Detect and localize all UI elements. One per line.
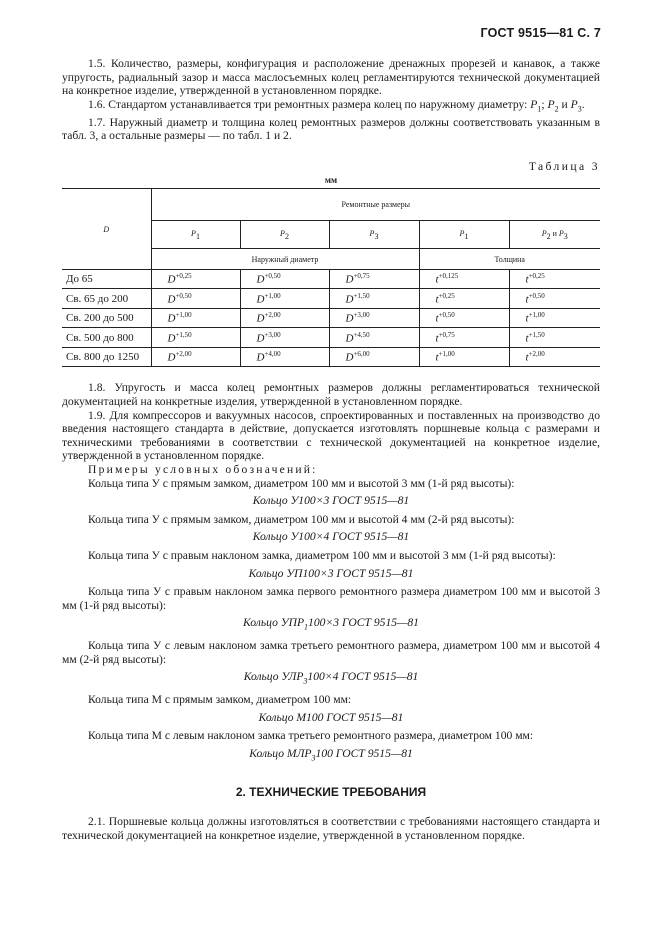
col-header-d: D [62,188,151,269]
table-row [62,308,600,328]
header-thickness: Толщина [419,248,600,269]
p2-subscript: 2 [554,104,559,114]
p1-subscript: 1 [537,104,542,114]
section-2-title: 2. ТЕХНИЧЕСКИЕ ТРЕБОВАНИЯ [235,784,427,799]
example-designation: Кольцо $УЛР_3100\times 4$ ГОСТ 9515—81 [243,670,419,686]
paragraph-1-8: 1.8. Упругость и масса колец ремонтных размеров должны регламентироваться технической документацией на конкретные изделия, утвержденной в установленном порядке. [62,381,600,408]
table-cell: $D^{+2,00}$ [240,308,329,328]
header-repair-sizes: Ремонтные размеры [151,188,600,220]
conjunction: и [558,97,571,111]
paragraph-2-1: 2.1. Поршневые кольца должны изготовляться в соответствии с требованиями настоящего стандарта и технической документацией на конкретное изделие, утвержденной в установленном порядке. [62,814,600,842]
row-label: Св. 500 до 800 [62,328,151,348]
table-cell: $D^{+0,75}$ [329,269,419,289]
table-cell: $t^{+0,25}$ [419,289,509,309]
p3-subscript: 3 [577,104,582,114]
p1-symbol: P [530,97,538,111]
table-row [62,347,600,367]
table-cell: $t^{+0,75}$ [419,328,509,348]
header-p1-thickness: $P_1$ [419,220,509,248]
example-text: Кольца типа У с прямым замком, диаметром 100 мм и высотой 4 мм (2-й ряд высоты): [88,512,515,526]
table-cell: $t^{+0,25}$ [509,269,600,289]
table-cell: $D^{+0,50}$ [151,289,240,309]
repair-sizes-table [62,188,600,368]
header-p1: $P_1$ [151,220,240,248]
header-p3: $P_3$ [329,220,419,248]
p2-symbol: P [547,97,555,111]
example-designation: Кольцо У100×3 ГОСТ 9515—81 [252,494,410,508]
table-cell: $t^{+0,50}$ [419,308,509,328]
table-row [62,269,600,289]
header-p2-p3: $P_2$ и $P_3$ [509,220,600,248]
header-p2: $P_2$ [240,220,329,248]
table-cell: $t^{+1,00}$ [419,347,509,367]
table-cell: $D^{+3,00}$ [240,328,329,348]
table-cell: $D^{+4,00}$ [240,347,329,367]
example-text: Кольца типа У с прямым замком, диаметром 100 мм и высотой 3 мм (1-й ряд высоты): [88,476,515,490]
row-label: Св. 800 до 1250 [62,347,151,367]
table-cell: $D^{+3,00}$ [329,308,419,328]
table-cell: $t^{+0,125}$ [419,269,509,289]
example-designation: Кольцо М100 ГОСТ 9515—81 [258,710,404,724]
paragraph-1-5: 1.5. Количество, размеры, конфигурация и расположение дренажных прорезей и канавок, а также упругость, радиальный зазор и масса маслосъемных колец регламентируются технической документацией на конкретное изделие, утвержденной в установленном порядке. [62,57,600,98]
table-caption: Таблица 3 [528,159,600,173]
example-designation: Кольцо У100×4 ГОСТ 9515—81 [252,530,410,544]
paragraph-1-9: 1.9. Для компрессоров и вакуумных насосов, спроектированных и поставленных на производство до введения настоящего стандарта в действие, допускается изготовлять поршневые кольца с размерами и техническими требованиями в соответствии с технической документацией на конкретное изделие, утвержденной в установленном порядке. [62,408,600,463]
row-label: Св. 200 до 500 [62,308,151,328]
examples-heading: Примеры условных обозначений: [88,462,318,476]
p3-symbol: P [570,97,578,111]
period: . [581,97,585,111]
table-cell: $D^{+1,50}$ [151,328,240,348]
page-content [62,57,600,842]
examples-list [62,477,600,765]
example-designation: Кольцо $УПР_1100\times 3$ ГОСТ 9515—81 [243,616,419,632]
example-text: Кольца типа У с левым наклоном замка третьего ремонтного размера, диаметром 100 мм и высотой 4 мм (2-й ряд высоты): [62,639,600,666]
table-cell: $t^{+2,00}$ [509,347,600,367]
example-designation: Кольцо УП100×3 ГОСТ 9515—81 [248,566,414,580]
table-cell: $D^{+2,00}$ [151,347,240,367]
row-label: Св. 65 до 200 [62,289,151,309]
table-cell: $D^{+4,50}$ [329,328,419,348]
paragraph-1-7: 1.7. Наружный диаметр и толщина колец ремонтных размеров должны соответствовать указанным в табл. 3, а остальные размеры — по табл. 1 и 2. [62,115,600,143]
example-text: Кольца типа У с правым наклоном замка первого ремонтного размера диаметром 100 мм и высотой 3 мм (1-й ряд высоты): [62,585,600,612]
table-cell: $D^{+1,00}$ [151,308,240,328]
table-cell: $D^{+6,00}$ [329,347,419,367]
table-cell: $D^{+0,25}$ [151,269,240,289]
example-text: Кольца типа М с прямым замком, диаметром 100 мм: [88,693,352,707]
table-units: мм [324,174,338,185]
separator: ; [541,97,548,111]
table-cell: $t^{+1,50}$ [509,328,600,348]
paragraph-1-6 [62,98,600,116]
table-cell: $t^{+1,00}$ [509,308,600,328]
example-text: Кольца типа У с правым наклоном замка, диаметром 100 мм и высотой 3 мм (1-й ряд высоты): [88,548,556,562]
table-row [62,289,600,309]
example-designation: Кольцо $МЛР_3100$ ГОСТ 9515—81 [249,747,413,763]
paragraph-1-6-text: 1.6. Стандартом устанавливается три ремонтных размера колец по наружному диаметру: [88,97,528,111]
header-outer-diameter: Наружный диаметр [151,248,419,269]
example-text: Кольца типа М с левым наклоном замка третьего ремонтного размера, диаметром 100 мм: [88,729,534,743]
table-cell: $D^{+1,50}$ [329,289,419,309]
page-header: ГОСТ 9515—81 С. 7 [480,26,601,40]
row-label: До 65 [62,269,151,289]
table-cell: $t^{+0,50}$ [509,289,600,309]
table-row [62,328,600,348]
table-cell: $D^{+0,50}$ [240,269,329,289]
table-cell: $D^{+1,00}$ [240,289,329,309]
